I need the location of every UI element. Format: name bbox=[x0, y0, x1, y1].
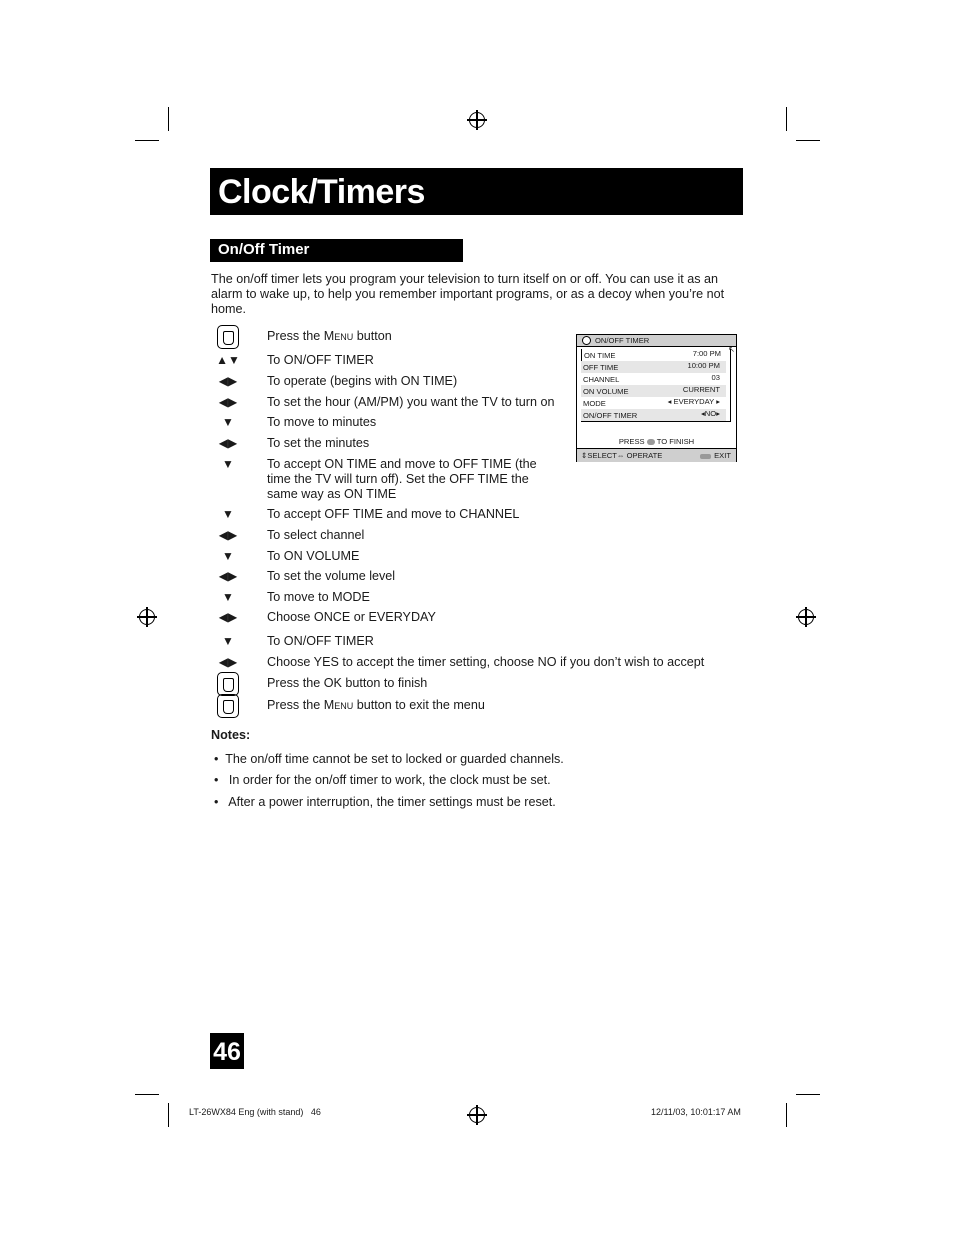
left-arrow-icon: ◂ bbox=[667, 397, 672, 406]
step-row bbox=[211, 549, 731, 567]
down-arrow-icon: ▼ bbox=[222, 415, 234, 429]
down-arrow-icon: ▼ bbox=[222, 590, 234, 604]
step-text-pre: Press the bbox=[267, 698, 324, 712]
osd-row-label: ON TIME bbox=[584, 351, 616, 360]
osd-row-value: 03 bbox=[711, 373, 720, 382]
crop-mark bbox=[786, 107, 787, 131]
section-heading-bar bbox=[210, 239, 463, 262]
hand-icon-shape bbox=[217, 672, 239, 696]
osd-operate-label: OPERATE bbox=[626, 451, 663, 460]
page-number: 46 bbox=[210, 1033, 244, 1069]
notes-heading: Notes: bbox=[211, 728, 251, 742]
osd-press-hint bbox=[577, 437, 736, 446]
step-text: To operate (begins with ON TIME) bbox=[267, 374, 458, 388]
note-item: • After a power interruption, the timer settings must be reset. bbox=[214, 795, 556, 809]
osd-footer-right bbox=[700, 451, 731, 460]
osd-row bbox=[581, 409, 726, 421]
step-text: To ON VOLUME bbox=[267, 549, 360, 563]
osd-finish-label: TO FINISH bbox=[656, 437, 695, 446]
page-title-bar bbox=[210, 168, 743, 215]
crop-mark bbox=[796, 1094, 820, 1095]
down-arrow-icon: ▼ bbox=[222, 457, 234, 471]
osd-row bbox=[581, 397, 726, 409]
crop-mark bbox=[135, 1094, 159, 1095]
osd-exit-label: EXIT bbox=[714, 451, 731, 460]
hand-icon bbox=[211, 329, 245, 353]
hand-icon-shape bbox=[217, 325, 239, 349]
step-text: To set the hour (AM/PM) you want the TV to turn on bbox=[267, 395, 555, 409]
osd-screen bbox=[576, 334, 737, 462]
osd-footer-left bbox=[581, 451, 662, 460]
osd-row-value: CURRENT bbox=[682, 385, 720, 394]
step-row bbox=[211, 590, 731, 608]
osd-header-title: ON/OFF TIMER bbox=[595, 336, 650, 345]
step-text-pre: Press the bbox=[267, 329, 324, 343]
step-text: To ON/OFF TIMER bbox=[267, 353, 374, 367]
down-arrow-icon: ▼ bbox=[222, 507, 234, 521]
osd-timer-value: NO bbox=[704, 409, 717, 418]
right-arrow-icon: ▸ bbox=[716, 397, 720, 406]
cursor-icon: ↖ bbox=[728, 345, 735, 354]
step-text: To set the minutes bbox=[267, 436, 370, 450]
menu-button-label: Menu bbox=[323, 329, 354, 343]
osd-row-label: CHANNEL bbox=[583, 375, 620, 384]
crop-mark bbox=[786, 1103, 787, 1127]
registration-mark-icon bbox=[139, 609, 155, 625]
down-arrow-icon: ▼ bbox=[222, 549, 234, 563]
osd-press-label: PRESS bbox=[618, 437, 645, 446]
clock-icon bbox=[582, 336, 591, 345]
step-row bbox=[211, 698, 731, 716]
osd-menu-list bbox=[581, 345, 735, 422]
osd-row-label: OFF TIME bbox=[583, 363, 619, 372]
osd-row-value bbox=[668, 397, 720, 406]
crop-mark bbox=[796, 140, 820, 141]
osd-row-value bbox=[701, 409, 720, 418]
note-text: The on/off time cannot be set to locked or guarded channels. bbox=[225, 752, 564, 766]
step-text-post: button to exit the menu bbox=[353, 698, 485, 712]
registration-mark-icon bbox=[469, 112, 485, 128]
osd-row-value: 7:00 PM bbox=[692, 349, 721, 358]
hand-icon bbox=[211, 698, 245, 722]
left-right-arrows-icon: ◀▶ bbox=[218, 655, 238, 669]
crop-mark bbox=[135, 140, 159, 141]
note-text: After a power interruption, the timer settings must be reset. bbox=[228, 795, 556, 809]
left-right-arrows-icon: ◀▶ bbox=[218, 374, 238, 388]
step-text: To ON/OFF TIMER bbox=[267, 634, 374, 648]
note-item: • In order for the on/off timer to work, the clock must be set. bbox=[214, 773, 551, 787]
crop-mark bbox=[168, 107, 169, 131]
down-arrow-icon: ▼ bbox=[222, 634, 234, 648]
step-text: Choose ONCE or EVERYDAY bbox=[267, 610, 436, 624]
osd-mode-value: EVERYDAY bbox=[673, 397, 715, 406]
ok-button-icon bbox=[647, 439, 655, 445]
step-text: To accept ON TIME and move to OFF TIME (the time the TV will turn off). Set the OFF TIME the same way as ON TIME bbox=[267, 457, 537, 501]
left-right-arrows-icon: ◀▶ bbox=[218, 436, 238, 450]
step-text bbox=[267, 698, 485, 713]
left-right-arrow-icon: ⇔ bbox=[616, 451, 625, 460]
step-text bbox=[267, 329, 392, 344]
osd-row bbox=[581, 345, 735, 361]
right-arrow-icon: ▸ bbox=[716, 409, 720, 418]
step-row bbox=[211, 528, 731, 546]
print-footer-right: 12/11/03, 10:01:17 AM bbox=[651, 1107, 741, 1117]
registration-mark-icon bbox=[469, 1107, 485, 1123]
step-row bbox=[211, 634, 731, 652]
up-down-arrow-icon: ⇕ bbox=[581, 451, 588, 460]
osd-row-label: ON/OFF TIMER bbox=[583, 411, 638, 420]
section-heading: On/Off Timer bbox=[218, 241, 310, 258]
left-right-arrows-icon: ◀▶ bbox=[218, 569, 238, 583]
osd-row-value: 10:00 PM bbox=[687, 361, 720, 370]
note-text: In order for the on/off timer to work, the clock must be set. bbox=[228, 773, 551, 787]
step-text: To set the volume level bbox=[267, 569, 396, 583]
osd-footer bbox=[577, 448, 736, 462]
step-row bbox=[211, 507, 731, 525]
osd-row bbox=[581, 373, 726, 385]
osd-row-label: MODE bbox=[583, 399, 606, 408]
step-text: To accept OFF TIME and move to CHANNEL bbox=[267, 507, 520, 521]
menu-button-icon bbox=[700, 454, 711, 459]
step-text: To move to MODE bbox=[267, 590, 370, 604]
crop-mark bbox=[168, 1103, 169, 1127]
step-text: Choose YES to accept the timer setting, choose NO if you don’t wish to accept bbox=[267, 655, 705, 669]
step-row bbox=[211, 655, 731, 673]
osd-header bbox=[577, 335, 736, 347]
step-text: Press the OK button to finish bbox=[267, 676, 428, 690]
registration-mark-icon bbox=[798, 609, 814, 625]
left-right-arrows-icon: ◀▶ bbox=[218, 528, 238, 542]
step-row bbox=[211, 676, 731, 694]
step-row bbox=[211, 457, 731, 502]
print-footer-left: LT-26WX84 Eng (with stand) 46 bbox=[189, 1107, 321, 1117]
hand-icon-shape bbox=[217, 694, 239, 718]
step-text-post: button bbox=[353, 329, 392, 343]
up-down-arrows-icon: ▲▼ bbox=[216, 353, 240, 367]
osd-row bbox=[581, 385, 726, 397]
left-right-arrows-icon: ◀▶ bbox=[218, 395, 238, 409]
page-title: Clock/Timers bbox=[218, 173, 425, 211]
osd-select-label: SELECT bbox=[587, 451, 617, 460]
osd-row bbox=[581, 361, 726, 373]
step-row bbox=[211, 610, 731, 628]
step-row bbox=[211, 569, 731, 587]
note-item: • The on/off time cannot be set to locked or guarded channels. bbox=[214, 752, 564, 766]
left-arrow-icon: ◂ bbox=[700, 409, 705, 418]
intro-paragraph: The on/off timer lets you program your television to turn itself on or off. You can use it as an alarm to wake up, to help you remember important programs, or as a decoy when you’re not home. bbox=[211, 272, 725, 316]
left-right-arrows-icon: ◀▶ bbox=[218, 610, 238, 624]
step-text: To select channel bbox=[267, 528, 365, 542]
step-text: To move to minutes bbox=[267, 415, 377, 429]
osd-row-label: ON VOLUME bbox=[583, 387, 629, 396]
menu-button-label: Menu bbox=[323, 698, 354, 712]
